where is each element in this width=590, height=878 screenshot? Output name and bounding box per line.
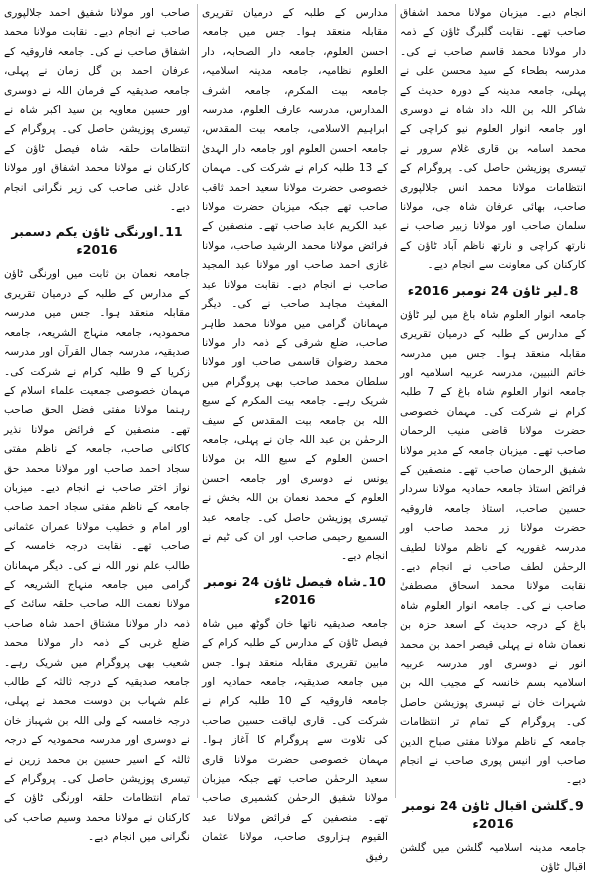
report-8-lyari-town: جامعہ انوار العلوم شاہ باغ میں لیر ٹاؤن کے مدارس کے طلبہ کے درمیان تقریری مقابلہ منعقد ہوا۔ جس میں مدرسہ خاتم النبیین، مدرسہ عربیہ اسلامیہ اور جامعہ انوار العلوم شاہ باغ کے 7 طلبہ کرام نے شرکت کی۔ مہمان خصوصی حضرت مولانا قاضی منیب الرحمان صاحب تھے۔ میزبان جامعہ کے مدیر مولانا شفیق الرحمان صاحب تھے۔ منصفین کے فرائض استاذ جامعہ حمادیہ مولانا سردار حسین صاحب، استاذ جامعہ فاروقیہ حضرت مولانا زر محمد صاحب اور مدرسہ غفوریہ کے ناظم مولانا لطیف الرحمٰن لطف صاحب نے انجام دیے۔ نقابت مولانا محمد اسحاق مصطفیٰ صاحب نے کی۔ جامعہ انوار العلوم شاہ باغ کے درجہ حدیث کے اسعد حزہ بن نعمان شاہ نے پہلی قیصر احمد بن محمد انور نے دوسری اور مدرسہ عربیہ اسلامیہ بسم خانسہ کے مجیب اللہ بن شہرات خان نے تیسری پوزیشن حاصل کی۔ پروگرام کے تمام تر انتظامات جامعہ کے ناظم مولانا مفتی صباح الدین صاحب اور انیس پوری صاحب نے انجام دیے۔	[400, 308, 586, 787]
report-7-continuation: انجام دیے۔ میزبان مولانا محمد اشفاق صاحب تھے۔ نقابت گلبرگ ٹاؤن کے ذمہ دار مولانا محمد قاسم صاحب نے کی۔ مدرسہ بطحاء کے سید محسن علی نے پہلی، جامعہ مدینہ کے دورہ حدیث کے شاکر اللہ بن اللہ داد شاہ نے دوسری اور جامعہ انوار العلوم نیو کراچی کے محمد اسامہ بن قاری غلام سرور نے تیسری پوزیشن حاصل کی۔ پروگرام کے انتظامات مولانا محمد انس جلالپوری صاحب، بھائی عرفان شاہ جی، مولانا سلمان صاحب اور مولانا زبیر صاحب نے نارتھ کراچی و نارتھ ناظم آباد ٹاؤن کے کارکنان کی معاونت سے انجام دیے۔	[400, 7, 586, 272]
report-9-gulshan-iqbal-start: جامعہ مدینہ اسلامیہ گلشن میں گلشن اقبال ٹاؤن	[400, 841, 586, 874]
heading-gulshan-iqbal-town: 9۔گلشن اقبال ٹاؤن 24 نومبر 2016ء	[402, 797, 584, 831]
column-left	[4, 4, 190, 844]
report-11-orangi-town: جامعہ نعمان بن ثابت میں اورنگی ٹاؤن کے مدارس کے طلبہ کے درمیان تقریری مقابلہ منعقد ہوا۔ جس میں مدرسہ محمودیہ، جامعہ منہاج الشریعہ، جامعہ صدیقیہ، مدرسہ جمال القرآن اور مدرسہ زکریا کے 9 طلبہ کرام نے شرکت کی۔ مہمان خصوصی جمعیت علماء اسلام کے رہنما مولانا مفتی فضل الحق صاحب تھے۔ منصفین کے فرائض مولانا نذیر کاکانی صاحب، جامعہ کے ناظم مفتی سجاد احمد صاحب اور مولانا محمد حق نواز اختر صاحب نے انجام دیے۔ میزبان جامعہ کے ناظم مفتی سجاد احمد صاحب اور امام و خطیب مولانا عمران عثمانی صاحب تھے۔ نقابت درجہ خامسہ کے طالب علم نور اللہ نے کی۔ دیگر مہمانان گرامی میں جامعہ منہاج الشریعہ کے مولانا نعمت اللہ صاحب حلقہ سائٹ کے ذمہ دار مولانا مشتاق احمد شاہ صاحب ضلع غربی کے ذمہ دار مولانا محمد شعیب بھی پروگرام میں شریک رہے۔ جامعہ صدیقیہ کے درجہ ثالثہ کے طالب علم شہاب بن دوست محمد نے پہلی، درجہ خامسہ کے ولی اللہ بن شہباز خان نے دوسری اور مدرسہ محمودیہ کے درجہ ثالثہ کے اسیر حسین بن محمد زرین نے تیسری پوزیشن حاصل کی۔ پروگرام کے تمام انتظامات حلقہ اورنگی ٹاؤن کے کارکنان نے مولانا محمد وسیم صاحب کی نگرانی میں انجام دیے۔	[4, 268, 190, 844]
heading-orangi-town: 11۔اورنگی ٹاؤن یکم دسمبر 2016ء	[11, 224, 183, 258]
heading-lyari-town: 8۔لیر ٹاؤن 24 نومبر 2016ء	[407, 282, 579, 298]
report-10-shah-faisal-town: جامعہ صدیقیہ ناتھا خان گوٹھ میں شاہ فیصل ٹاؤن کے مدارس کے طلبہ کرام کے مابین تقریری مقابلہ منعقد ہوا۔ جس میں جامعہ صدیقیہ، جامعہ حمادیہ اور جامعہ فاروقیہ کے 10 طلبہ کرام نے شرکت کی۔ قاری لیاقت حسین صاحب کی تلاوت سے پروگرام کا آغاز ہوا۔ مہمان خصوصی حضرت مولانا قاری سعید الرحمٰن صاحب تھے جبکہ میزبان مولانا شفیق الرحمٰن کشمیری صاحب تھے۔ منصفین کے فرائض مولانا عبد القیوم ہزاروی صاحب، مولانا عثمان رفیق	[202, 617, 388, 863]
column-right	[400, 4, 586, 874]
column-divider	[395, 4, 396, 798]
column-middle	[202, 4, 388, 863]
column-divider	[197, 4, 198, 798]
report-9-gulshan-iqbal-continuation: مدارس کے طلبہ کے درمیان تقریری مقابلہ منعقد ہوا۔ جس میں جامعہ احسن العلوم، جامعہ دار الصحابہ، دار العلوم نظامیہ، جامعہ مدینہ اسلامیہ، جامعہ بیت المکرم، جامعہ اشرف المدارس، مدرسہ عارف العلوم، مدرسہ ابراہیم الاسلامی، جامعہ بیت المقدس، جامعہ احسن العلوم اور جامعہ دار الہدیٰ کے 13 طلبہ کرام نے شرکت کی۔ مہمان خصوصی حضرت مولانا سعید احمد ثاقب صاحب تھے جبکہ میزبان حضرت مولانا عبد الکریم عابد صاحب تھے۔ منصفین کے فرائض مولانا محمد الرشید صاحب، مولانا غازی احمد صاحب اور مولانا عبد المجید صاحب نے انجام دیے۔ نقابت مولانا عبد المغیث مجاہد صاحب نے کی۔ دیگر مہمانان گرامی میں مولانا محمد طاہر صاحب، ضلع شرقی کے ذمہ دار مولانا محمد رضوان قاسمی صاحب اور مولانا سلطان محمد صاحب بھی پروگرام میں شریک رہے۔ جامعہ بیت المکرم کے سیع اللہ بن جامعہ بیت المقدس کے سیف الرحمٰن بن عبد اللہ جان نے پہلی، جامعہ احسن العلوم کے سیع اللہ بن مولانا یونس نے دوسری اور جامعہ احسن العلوم کے محمد نعمان بن اللہ بخش نے تیسری پوزیشن حاصل کی۔ جامعہ عبد السمیع رحیمی صاحب اور ان کی ٹیم نے انجام دیے۔	[202, 7, 388, 563]
report-10-continuation: صاحب اور مولانا شفیق احمد جلالپوری صاحب نے انجام دیے۔ نقابت مولانا محمد اشفاق صاحب نے کی۔ جامعہ فاروقیہ کے عرفان احمد بن گل زمان نے پہلی، جامعہ صدیقیہ کے فرمان اللہ نے دوسری اور حسین معاویہ بن سید اکبر شاہ نے تیسری پوزیشن حاصل کی۔ پروگرام کے انتظامات حلقہ شاہ فیصل ٹاؤن کے کارکنان نے مولانا محمد اشفاق اور مولانا عادل غنی صاحب کی زیر نگرانی انجام دیے۔	[4, 7, 190, 214]
heading-shah-faisal-town: 10۔شاہ فیصل ٹاؤن 24 نومبر 2016ء	[204, 573, 386, 607]
